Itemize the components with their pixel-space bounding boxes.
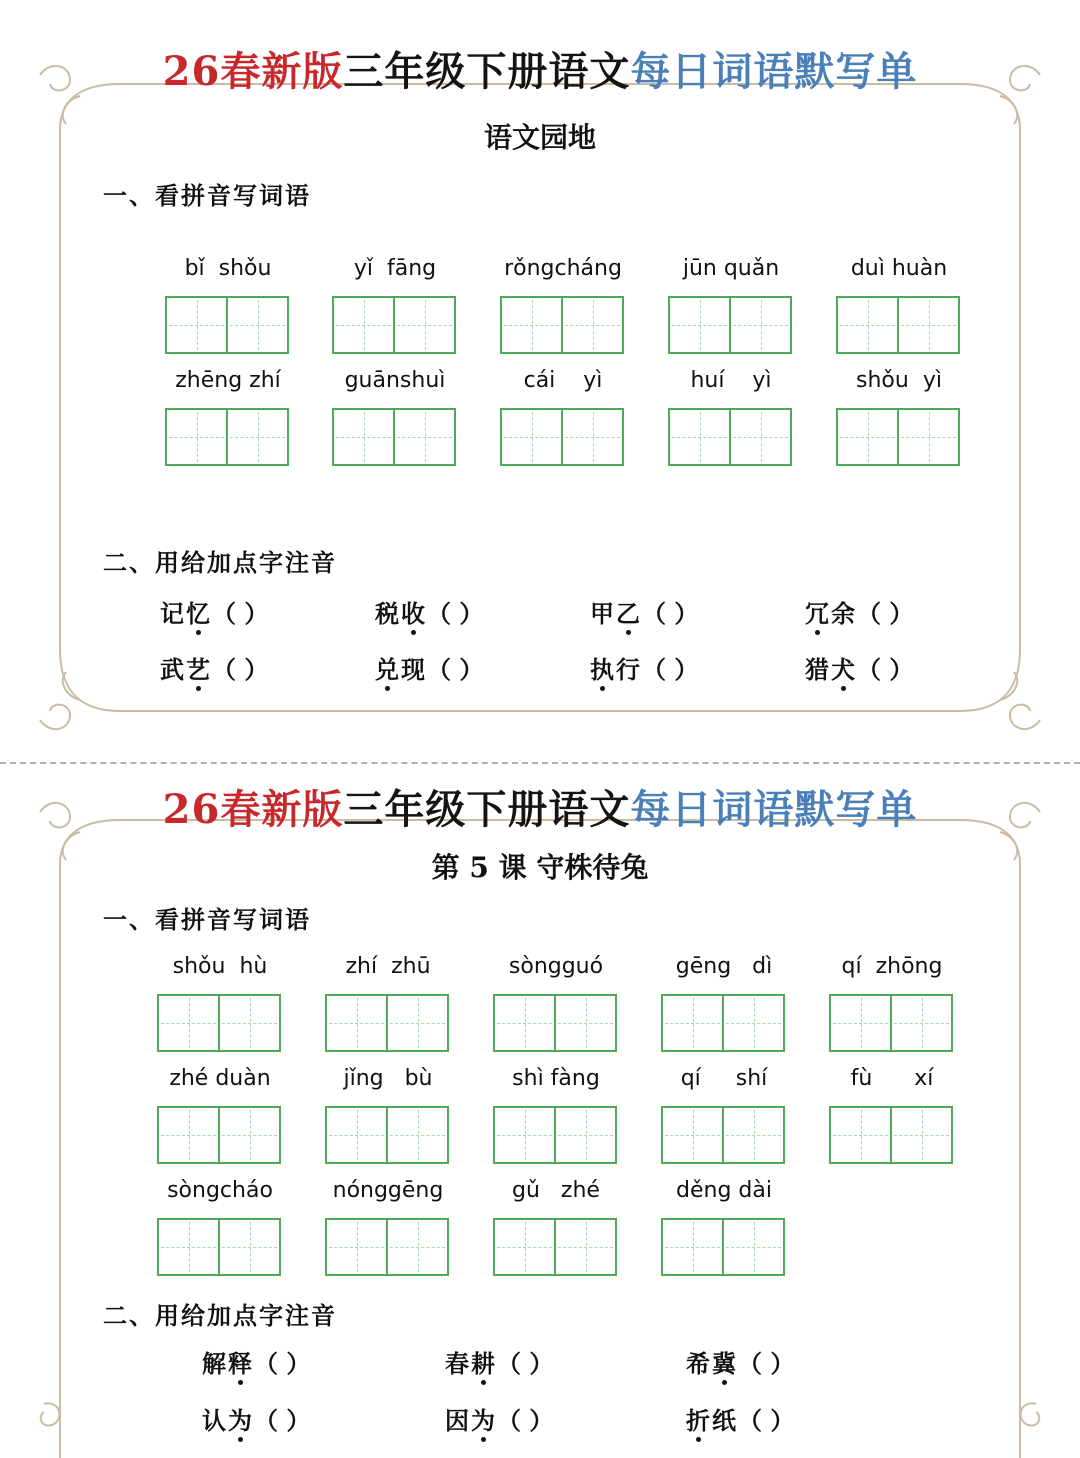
annotate-item bbox=[686, 1344, 794, 1379]
pinyin-label: gēng dì bbox=[675, 954, 773, 979]
writing-grid bbox=[165, 408, 289, 466]
header-grade: 三年级下册语文 bbox=[343, 786, 631, 833]
emphasis-dot bbox=[385, 686, 390, 691]
pinyin-label: huí yì bbox=[690, 368, 772, 393]
pinyin-label: shǒu hù bbox=[172, 954, 268, 979]
emphasis-dot bbox=[481, 1437, 486, 1442]
word-with-dot bbox=[686, 1344, 738, 1379]
writing-grid bbox=[829, 1106, 953, 1164]
emphasis-dot bbox=[411, 630, 416, 635]
writing-grid bbox=[157, 1106, 281, 1164]
worksheet-header bbox=[0, 778, 1080, 835]
word-with-dot bbox=[686, 1401, 738, 1436]
annotate-item bbox=[202, 1344, 310, 1379]
word-text: 冗余 bbox=[805, 599, 857, 628]
tian-zi-cell[interactable] bbox=[891, 1106, 953, 1164]
tian-zi-cell[interactable] bbox=[387, 1218, 449, 1276]
writing-grid bbox=[332, 296, 456, 354]
tian-zi-cell[interactable] bbox=[555, 1106, 617, 1164]
answer-blank[interactable]: （ ） bbox=[738, 1406, 795, 1435]
annotate-item bbox=[590, 650, 698, 685]
word-with-dot bbox=[590, 594, 642, 629]
pinyin-label: qí shí bbox=[680, 1066, 768, 1091]
writing-grid bbox=[493, 1218, 617, 1276]
word-text: 折纸 bbox=[686, 1406, 738, 1435]
tian-zi-cell[interactable] bbox=[836, 408, 898, 466]
annotate-item bbox=[686, 1401, 794, 1436]
tian-zi-cell[interactable] bbox=[829, 994, 891, 1052]
tian-zi-cell[interactable] bbox=[555, 1218, 617, 1276]
tian-zi-cell[interactable] bbox=[836, 296, 898, 354]
emphasis-dot bbox=[696, 1437, 701, 1442]
emphasis-dot bbox=[196, 686, 201, 691]
emphasis-dot bbox=[722, 1380, 727, 1385]
header-title: 每日词语默写单 bbox=[630, 786, 918, 833]
tian-zi-cell[interactable] bbox=[157, 994, 219, 1052]
word-with-dot bbox=[445, 1344, 497, 1379]
tian-zi-cell[interactable] bbox=[387, 994, 449, 1052]
pinyin-label: shǒu yì bbox=[856, 368, 942, 393]
tian-zi-cell[interactable] bbox=[157, 1106, 219, 1164]
pinyin-label: rǒngcháng bbox=[504, 256, 622, 281]
tian-zi-cell[interactable] bbox=[165, 408, 227, 466]
tian-zi-cell[interactable] bbox=[562, 408, 624, 466]
writing-grid bbox=[325, 994, 449, 1052]
tian-zi-cell[interactable] bbox=[493, 1106, 555, 1164]
writing-grid bbox=[668, 296, 792, 354]
header-grade: 三年级下册语文 bbox=[343, 48, 631, 95]
pinyin-label: sòngcháo bbox=[167, 1178, 273, 1203]
pinyin-label: zhēng zhí bbox=[175, 368, 281, 393]
pinyin-label: guānshuì bbox=[344, 368, 446, 393]
annotate-item bbox=[805, 594, 913, 629]
annotate-item bbox=[445, 1401, 553, 1436]
annotate-item bbox=[375, 650, 483, 685]
emphasis-dot bbox=[196, 630, 201, 635]
writing-grid bbox=[493, 1106, 617, 1164]
tian-zi-cell[interactable] bbox=[730, 296, 792, 354]
tian-zi-cell[interactable] bbox=[562, 296, 624, 354]
tian-zi-cell[interactable] bbox=[829, 1106, 891, 1164]
writing-grid bbox=[829, 994, 953, 1052]
tian-zi-cell[interactable] bbox=[661, 1218, 723, 1276]
emphasis-dot bbox=[841, 686, 846, 691]
tian-zi-cell[interactable] bbox=[219, 1106, 281, 1164]
emphasis-dot bbox=[600, 686, 605, 691]
pinyin-label: cái yì bbox=[523, 368, 603, 393]
word-text: 春耕 bbox=[445, 1349, 497, 1378]
pinyin-label: jūn quǎn bbox=[682, 256, 780, 281]
tian-zi-cell[interactable] bbox=[394, 296, 456, 354]
word-with-dot bbox=[202, 1344, 254, 1379]
tian-zi-cell[interactable] bbox=[325, 1106, 387, 1164]
tian-zi-cell[interactable] bbox=[723, 1218, 785, 1276]
tian-zi-cell[interactable] bbox=[661, 1106, 723, 1164]
tian-zi-cell[interactable] bbox=[730, 408, 792, 466]
emphasis-dot bbox=[238, 1380, 243, 1385]
tian-zi-cell[interactable] bbox=[500, 296, 562, 354]
tian-zi-cell[interactable] bbox=[723, 994, 785, 1052]
tian-zi-cell[interactable] bbox=[723, 1106, 785, 1164]
tian-zi-cell[interactable] bbox=[387, 1106, 449, 1164]
emphasis-dot bbox=[815, 630, 820, 635]
tian-zi-cell[interactable] bbox=[227, 408, 289, 466]
tian-zi-cell[interactable] bbox=[661, 994, 723, 1052]
pinyin-label: shì fàng bbox=[512, 1066, 600, 1091]
answer-blank[interactable]: （ ） bbox=[497, 1406, 554, 1435]
pinyin-label: zhí zhū bbox=[345, 954, 431, 979]
writing-grid bbox=[500, 296, 624, 354]
annotate-item bbox=[160, 594, 268, 629]
word-with-dot bbox=[590, 650, 642, 685]
writing-grid bbox=[165, 296, 289, 354]
tian-zi-cell[interactable] bbox=[500, 408, 562, 466]
header-edition: 26春新版 bbox=[162, 48, 344, 95]
emphasis-dot bbox=[238, 1437, 243, 1442]
pinyin-label: gǔ zhé bbox=[512, 1178, 600, 1203]
answer-blank[interactable]: （ ） bbox=[427, 655, 484, 684]
writing-grid bbox=[325, 1106, 449, 1164]
header-edition: 26春新版 bbox=[162, 786, 344, 833]
header-title: 每日词语默写单 bbox=[630, 48, 918, 95]
section-title-pinyin: 一、看拼音写词语 bbox=[103, 181, 311, 210]
word-with-dot bbox=[375, 650, 427, 685]
tian-zi-cell[interactable] bbox=[227, 296, 289, 354]
emphasis-dot bbox=[481, 1380, 486, 1385]
tian-zi-cell[interactable] bbox=[555, 994, 617, 1052]
writing-grid bbox=[332, 408, 456, 466]
section-title-pinyin: 一、看拼音写词语 bbox=[103, 905, 311, 934]
emphasis-dot bbox=[626, 630, 631, 635]
answer-blank[interactable]: （ ） bbox=[254, 1406, 311, 1435]
tian-zi-cell[interactable] bbox=[668, 296, 730, 354]
word-with-dot bbox=[805, 594, 857, 629]
writing-grid bbox=[661, 1218, 785, 1276]
word-text: 甲乙 bbox=[590, 599, 642, 628]
annotate-item bbox=[590, 594, 698, 629]
tian-zi-cell[interactable] bbox=[157, 1218, 219, 1276]
annotate-item bbox=[805, 650, 913, 685]
word-text: 执行 bbox=[590, 655, 642, 684]
pinyin-label: děng dài bbox=[676, 1178, 772, 1203]
word-text: 希冀 bbox=[686, 1349, 738, 1378]
tian-zi-cell[interactable] bbox=[325, 994, 387, 1052]
writing-grid bbox=[157, 994, 281, 1052]
answer-blank[interactable]: （ ） bbox=[212, 599, 269, 628]
pinyin-label: sòngguó bbox=[508, 954, 604, 979]
writing-grid bbox=[661, 1106, 785, 1164]
lesson-title: 语文园地 bbox=[483, 121, 596, 154]
tian-zi-cell[interactable] bbox=[891, 994, 953, 1052]
tian-zi-cell[interactable] bbox=[898, 408, 960, 466]
word-with-dot bbox=[375, 594, 427, 629]
word-with-dot bbox=[445, 1401, 497, 1436]
annotate-item bbox=[445, 1344, 553, 1379]
word-text: 税收 bbox=[375, 599, 427, 628]
word-with-dot bbox=[805, 650, 857, 685]
answer-blank[interactable]: （ ） bbox=[642, 599, 699, 628]
answer-blank[interactable]: （ ） bbox=[254, 1349, 311, 1378]
section-title-annotate: 二、用给加点字注音 bbox=[103, 1301, 337, 1330]
answer-blank[interactable]: （ ） bbox=[642, 655, 699, 684]
answer-blank[interactable]: （ ） bbox=[427, 599, 484, 628]
writing-grid bbox=[661, 994, 785, 1052]
pinyin-label: duì huàn bbox=[850, 256, 948, 281]
writing-grid bbox=[836, 408, 960, 466]
word-text: 武艺 bbox=[160, 655, 212, 684]
word-text: 因为 bbox=[445, 1406, 497, 1435]
tian-zi-cell[interactable] bbox=[219, 994, 281, 1052]
pinyin-label: nónggēng bbox=[332, 1178, 444, 1203]
tian-zi-cell[interactable] bbox=[219, 1218, 281, 1276]
answer-blank[interactable]: （ ） bbox=[497, 1349, 554, 1378]
writing-grid bbox=[325, 1218, 449, 1276]
pinyin-label: jǐng bù bbox=[343, 1066, 433, 1091]
word-text: 猎犬 bbox=[805, 655, 857, 684]
word-with-dot bbox=[160, 650, 212, 685]
writing-grid bbox=[668, 408, 792, 466]
annotate-item bbox=[375, 594, 483, 629]
annotate-item bbox=[202, 1401, 310, 1436]
answer-blank[interactable]: （ ） bbox=[857, 599, 914, 628]
tian-zi-cell[interactable] bbox=[332, 296, 394, 354]
tian-zi-cell[interactable] bbox=[493, 994, 555, 1052]
writing-grid bbox=[493, 994, 617, 1052]
tian-zi-cell[interactable] bbox=[668, 408, 730, 466]
tian-zi-cell[interactable] bbox=[325, 1218, 387, 1276]
annotate-item bbox=[160, 650, 268, 685]
pinyin-label: fù xí bbox=[850, 1066, 934, 1091]
worksheet-header bbox=[0, 40, 1080, 97]
answer-blank[interactable]: （ ） bbox=[857, 655, 914, 684]
worksheet-2 bbox=[0, 764, 1080, 1458]
writing-grid bbox=[836, 296, 960, 354]
tian-zi-cell[interactable] bbox=[493, 1218, 555, 1276]
pinyin-label: qí zhōng bbox=[841, 954, 943, 979]
word-text: 兑现 bbox=[375, 655, 427, 684]
word-text: 认为 bbox=[202, 1406, 254, 1435]
word-with-dot bbox=[160, 594, 212, 629]
answer-blank[interactable]: （ ） bbox=[738, 1349, 795, 1378]
word-text: 记忆 bbox=[160, 599, 212, 628]
word-text: 解释 bbox=[202, 1349, 254, 1378]
tian-zi-cell[interactable] bbox=[394, 408, 456, 466]
answer-blank[interactable]: （ ） bbox=[212, 655, 269, 684]
section-title-annotate: 二、用给加点字注音 bbox=[103, 548, 337, 577]
tian-zi-cell[interactable] bbox=[332, 408, 394, 466]
lesson-title: 第 5 课 守株待兔 bbox=[431, 851, 649, 884]
tian-zi-cell[interactable] bbox=[165, 296, 227, 354]
writing-grid bbox=[157, 1218, 281, 1276]
writing-grid bbox=[500, 408, 624, 466]
word-with-dot bbox=[202, 1401, 254, 1436]
pinyin-label: zhé duàn bbox=[169, 1066, 271, 1091]
pinyin-label: bǐ shǒu bbox=[184, 256, 272, 281]
tian-zi-cell[interactable] bbox=[898, 296, 960, 354]
pinyin-label: yǐ fāng bbox=[353, 256, 437, 281]
